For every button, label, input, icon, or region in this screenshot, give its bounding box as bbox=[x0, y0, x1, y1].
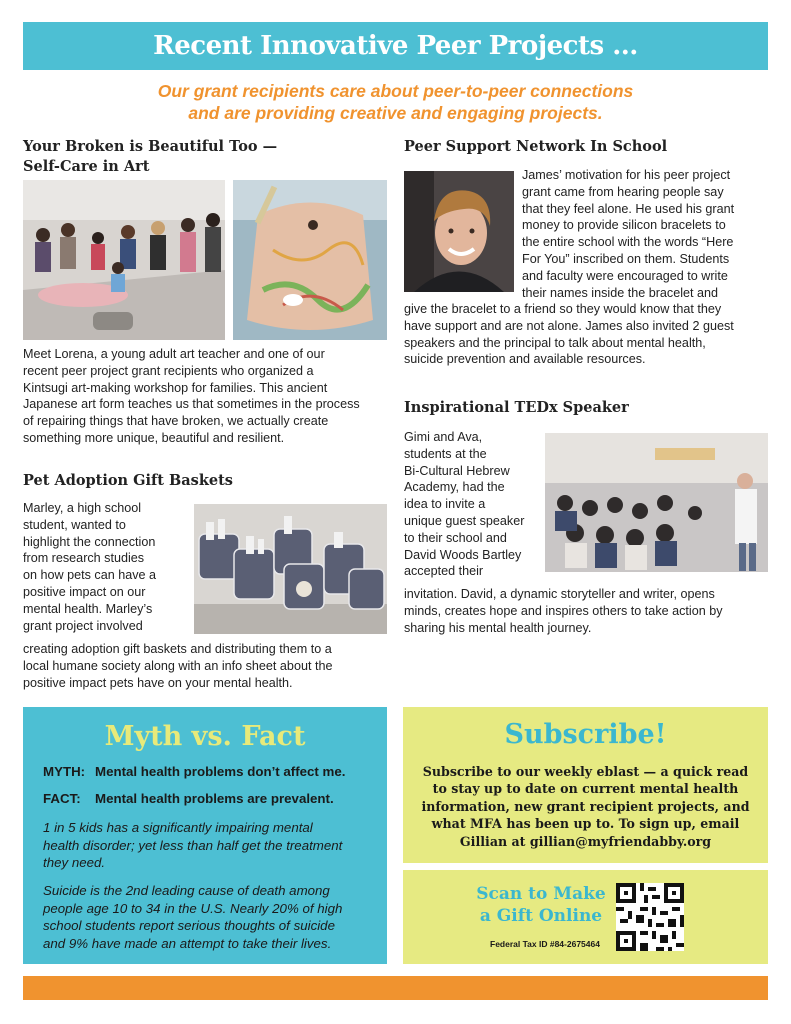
subscribe-body: Subscribe to our weekly eblast — a quick read to stay up to date on current mental health information, new grant recipient projects, and what MFA has been up to. To sign up, email Gillian at gillian@myfriendabby.org bbox=[421, 764, 750, 849]
tedx-body-wide: invitation. David, a dynamic storyteller and writer, opens minds, creates hope and inspires others to take action by sharing his mental health journey. bbox=[404, 587, 723, 635]
tedx-body-narrow: Gimi and Ava, students at the Bi-Cultural Hebrew Academy, had the idea to invite a unique guest speaker to their school and David Woods Bartley accepted their bbox=[404, 430, 525, 579]
subscribe-title: Subscribe! bbox=[504, 719, 667, 750]
page-title: Recent Innovative Peer Projects ... bbox=[153, 31, 638, 61]
qr-code-icon[interactable] bbox=[616, 883, 684, 951]
myth-row: MYTH: Mental health problems don’t affect me. bbox=[43, 764, 346, 779]
section-title-tedx: Inspirational TEDx Speaker bbox=[404, 399, 629, 416]
subscribe-panel bbox=[403, 707, 768, 863]
gift-panel bbox=[403, 870, 768, 964]
header-banner bbox=[23, 22, 768, 70]
scan-gift-label: Scan to Make a Gift Online bbox=[476, 884, 606, 926]
broken-body: Meet Lorena, a young adult art teacher and one of our recent peer project grant recipients who organized a Kintsugi art-making workshop for families. This ancient Japanese art form teaches us that sometimes in the process of repairing things that have broken, we actually create something more unique, beautiful and resilient. bbox=[23, 347, 360, 445]
stat-treatment: 1 in 5 kids has a significantly impairing mental health disorder; yet less than half get the treatment they need. bbox=[43, 820, 343, 870]
section-title-peer: Peer Support Network In School bbox=[404, 138, 668, 155]
pet-body-wide: creating adoption gift baskets and distributing them to a local humane society along with an info sheet about the positive impact pets have on your mental health. bbox=[23, 642, 333, 690]
footer-bar bbox=[23, 976, 768, 1000]
photo-kintsugi-pot bbox=[233, 180, 387, 340]
photo-tedx-speaker bbox=[545, 433, 768, 572]
peer-body-narrow: James’ motivation for his peer project grant came from hearing people say that they feel alone. He used his grant money to provide silicon bracelets to the entire school with the words “Here For You” inscribed on them. Students and faculty were encouraged to write their names inside the bracelet and bbox=[522, 168, 735, 300]
photo-gift-baskets bbox=[194, 504, 387, 634]
photo-james bbox=[404, 171, 514, 292]
fact-row: FACT: Mental health problems are prevalent. bbox=[43, 791, 334, 806]
myth-fact-panel bbox=[23, 707, 387, 964]
stat-suicide: Suicide is the 2nd leading cause of death among people age 10 to 34 in the U.S. Nearly 20% of high school students report serious thoughts of suicide and 9% have made an attempt to take their lives. bbox=[43, 883, 343, 951]
myth-fact-title: Myth vs. Fact bbox=[104, 721, 306, 752]
section-title-broken: Your Broken is Beautiful Too — Self-Care in Art bbox=[23, 138, 278, 175]
pet-body-narrow: Marley, a high school student, wanted to highlight the connection from research studies on how pets can have a positive impact on our mental health. Marley’s grant project involved bbox=[23, 501, 157, 633]
photo-art-workshop bbox=[23, 180, 225, 340]
federal-tax-id: Federal Tax ID #84-2675464 bbox=[490, 939, 600, 949]
page-subtitle: Our grant recipients care about peer-to-peer connections and are providing creative and engaging projects. bbox=[157, 81, 634, 123]
peer-body-wide: give the bracelet to a friend so they would know that they have support and are not alone. James also invited 2 guest speakers and the principal to talk about mental health, suicide prevention and available resources. bbox=[404, 302, 734, 367]
section-title-pet: Pet Adoption Gift Baskets bbox=[23, 472, 233, 489]
